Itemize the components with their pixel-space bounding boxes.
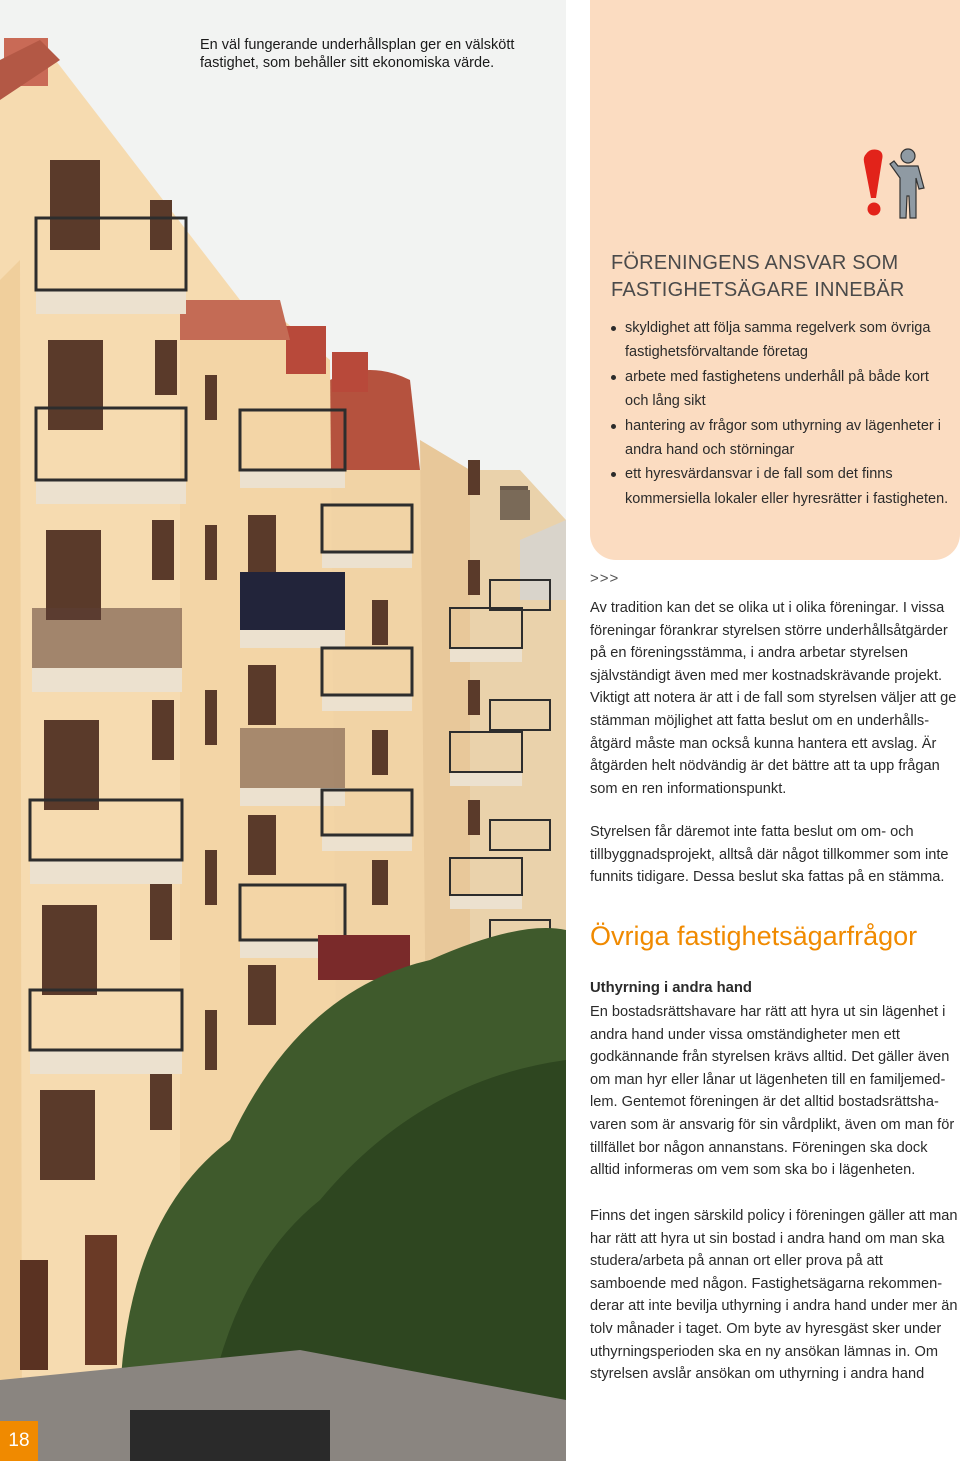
list-item: arbete med fastighetens underhåll på både kort och lång sikt [611, 365, 951, 414]
list-item: ett hyresvärdansvar i de fall som det finns kommersiella lokaler eller hyresrätter i fastigheten. [611, 462, 951, 511]
section-paragraph-2: Finns det ingen särskild policy i föreningen gäller att man har rätt att hyra ut sin bostad i andra hand om man ska studera/arbeta på annan ort eller prova på att samboende med någon. Fastighetsägarna rekommenderar att inte bevilja uthyrning i andra hand under mer än tolv månader i taget. Om byte av hyresgäst sker under uthyrningsperioden ska en ny ansökan lämnas in. Om styrelsen avslår ansökan om uthyrning i andra hand [590, 1208, 958, 1383]
list-item: hantering av frågor som uthyrning av lägenheter i andra hand och störningar [611, 414, 951, 463]
photo-caption: En väl fungerande underhållsplan ger en välskött fastighet, som behåller sitt ekonomiska värde. [200, 37, 515, 71]
list-item: skyldighet att följa samma regelverk som övriga fastighetsförvaltande företag [611, 316, 951, 365]
section-heading: Övriga fastighetsägarfrågor [590, 921, 918, 951]
box-title: FÖRENINGENS ANSVAR SOM FASTIGHETSÄGARE INNEBÄR [611, 252, 905, 301]
responsibility-list [611, 316, 951, 511]
page-number: 18 [0, 1421, 38, 1461]
sub-heading: Uthyrning i andra hand [590, 980, 752, 996]
continuation-arrows: >>> [590, 570, 620, 587]
body-paragraph-1: Av tradition kan det se olika ut i olika föreningar. I vissa föreningar förankrar styrelsen större underhållsåtgärder på en föreningsstämma, i andra arbetar styrelsen självständigt även med mer kostnadskrävande projekt. Viktigt att notera är att i de fall som styrelsen väljer att ge stämman möjlighet att fatta beslut om en underhållsåtgärd måste man också kunna hantera ett avslag. Är åtgärden helt nödvändig är det bättre att ta upp frågan som en ren informationspunkt. [590, 600, 957, 797]
exclamation-person-icon [862, 146, 932, 222]
section-paragraph-1: En bostadsrättshavare har rätt att hyra ut sin lägenhet i andra hand under vissa omständigheter men ett godkännande från styrelsen krävs alltid. Det gäller även om man hyr eller lånar ut lägenheten till en familjemedlem. Gentemot föreningen är det alltid bostadsrättshavaren som är ansvarig för sin vårdplikt, även om man för tillfället bor någon annanstans. Föreningen ska dock alltid informeras om vem som ska bo i lägenheten. [590, 1004, 955, 1179]
body-paragraph-2: Styrelsen får däremot inte fatta beslut om om- och tillbyggnadsprojekt, alltså där något tillkommer som inte funnits tidigare. Dessa beslut ska fattas på en stämma. [590, 824, 949, 886]
